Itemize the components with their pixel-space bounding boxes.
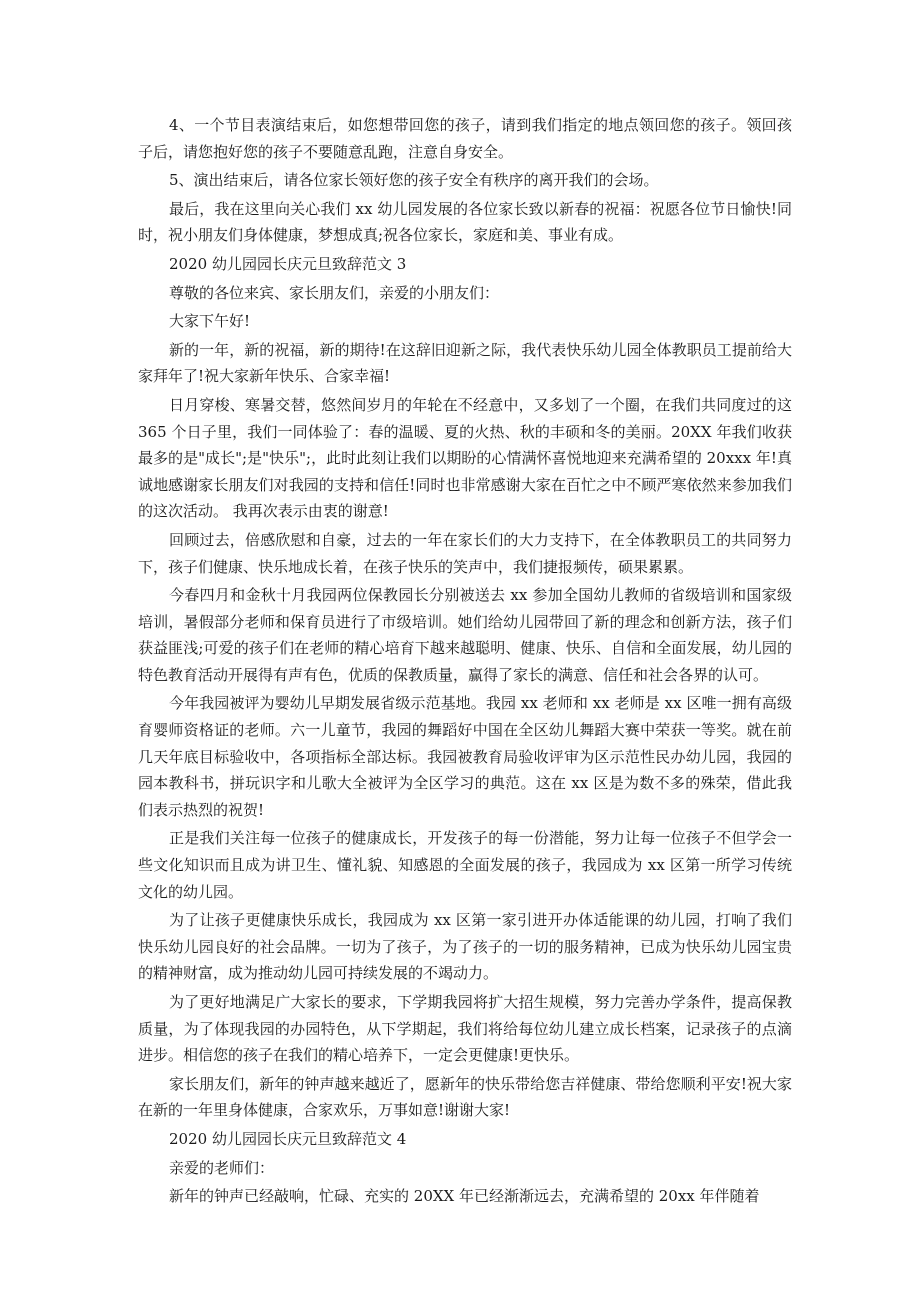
paragraph-closing-wishes: 最后，我在这里向关心我们 xx 幼儿园发展的各位家长致以新春的祝福：祝愿各位节日愉快!同时，祝小朋友们身体健康，梦想成真;祝各位家长，家庭和美、事业有成。	[138, 199, 792, 245]
section-heading-4: 2020 幼儿园园长庆元旦致辞范文 4	[169, 1129, 407, 1148]
paragraph-item-5: 5、演出结束后，请各位家长领好您的孩子安全有秩序的离开我们的会场。	[169, 171, 659, 190]
paragraph-new-year: 新的一年，新的祝福，新的期待!在这辞旧迎新之际，我代表快乐幼儿园全体教职员工提前给大家拜年了!祝大家新年快乐、合家幸福!	[138, 340, 792, 386]
paragraph-growth: 正是我们关注每一位孩子的健康成长，开发孩子的每一份潜能，努力让每一位孩子不但学会一些文化知识而且成为讲卫生、懂礼貌、知感恩的全面发展的孩子，我园成为 xx 区第一所学习传统文化的幼儿园。	[138, 829, 792, 901]
paragraph-awards: 今年我园被评为婴幼儿早期发展省级示范基地。我园 xx 老师和 xx 老师是 xx 区唯一拥有高级育婴师资格证的老师。六一儿童节，我园的舞蹈好中国在全区幼儿舞蹈大赛中荣获一等奖。就在前几天年底目标验收中，各项指标全部达标。我园被教育局验收评审为区示范性民办幼儿园，我园的园本教科书，拼玩识字和儿歌大全被评为全区学习的典范。这在 xx 区是为数不多的殊荣，借此我们表示热烈的祝贺!	[138, 694, 792, 819]
paragraph-bells: 新年的钟声已经敲响，忙碌、充实的 20XX 年已经渐渐远去，充满希望的 20xx 年伴随着	[169, 1187, 760, 1206]
section-heading-3: 2020 幼儿园园长庆元旦致辞范文 3	[169, 254, 407, 273]
paragraph-plans: 为了更好地满足广大家长的要求，下学期我园将扩大招生规模，努力完善办学条件，提高保教质量，为了体现我园的办园特色，从下学期起，我们将给每位幼儿建立成长档案，记录孩子的点滴进步。相信您的孩子在我们的精心培养下，一定会更健康!更快乐。	[138, 993, 792, 1065]
paragraph-training: 今春四月和金秋十月我园两位保教园长分别被送去 xx 参加全国幼儿教师的省级培训和国家级培训，暑假部分老师和保育员进行了市级培训。她们给幼儿园带回了新的理念和创新方法，孩子们获益匪浅;可爱的孩子们在老师的精心培育下越来越聪明、健康、快乐、自信和全面发展，幼儿园的特色教育活动开展得有声有色，优质的保教质量，赢得了家长的满意、信任和社会各界的认可。	[138, 586, 792, 684]
paragraph-fitness: 为了让孩子更健康快乐成长，我园成为 xx 区第一家引进开办体适能课的幼儿园，打响了我们快乐幼儿园良好的社会品牌。一切为了孩子，为了孩子的一切的服务精神，已成为快乐幼儿园宝贵的精神财富，成为推动幼儿园可持续发展的不竭动力。	[138, 911, 792, 983]
document-body	[138, 112, 792, 1212]
paragraph-looking-back: 回顾过去，倍感欣慰和自豪，过去的一年在家长们的大力支持下，在全体教职员工的共同努力下，孩子们健康、快乐地成长着，在孩子快乐的笑声中，我们捷报频传，硕果累累。	[138, 530, 792, 576]
paragraph-year-review: 日月穿梭、寒暑交替，悠然间岁月的年轮在不经意中，又多划了一个圈，在我们共同度过的这 365 个日子里，我们一同体验了：春的温暖、夏的火热、秋的丰硕和冬的美丽。20XX 年我们收获最多的是"成长";是"快乐";，此时此刻让我们以期盼的心情满怀喜悦地迎来充满希望的 20xxx 年!真诚地感谢家长朋友们对我园的支持和信任!同时也非常感谢大家在百忙之中不顾严寒依然来参加我们的这次活动。 我再次表示由衷的谢意!	[138, 395, 792, 521]
salutation: 尊敬的各位来宾、家长朋友们，亲爱的小朋友们：	[169, 283, 500, 302]
paragraph-item-4: 4、一个节目表演结束后，如您想带回您的孩子，请到我们指定的地点领回您的孩子。领回孩子后，请您抱好您的孩子不要随意乱跑，注意自身安全。	[138, 116, 792, 161]
greeting: 大家下午好!	[169, 312, 251, 331]
paragraph-wishes: 家长朋友们，新年的钟声越来越近了，愿新年的快乐带给您吉祥健康、带给您顺利平安!祝大家在新的一年里身体健康，合家欢乐，万事如意!谢谢大家!	[138, 1074, 792, 1120]
salutation-teachers: 亲爱的老师们：	[169, 1158, 275, 1177]
